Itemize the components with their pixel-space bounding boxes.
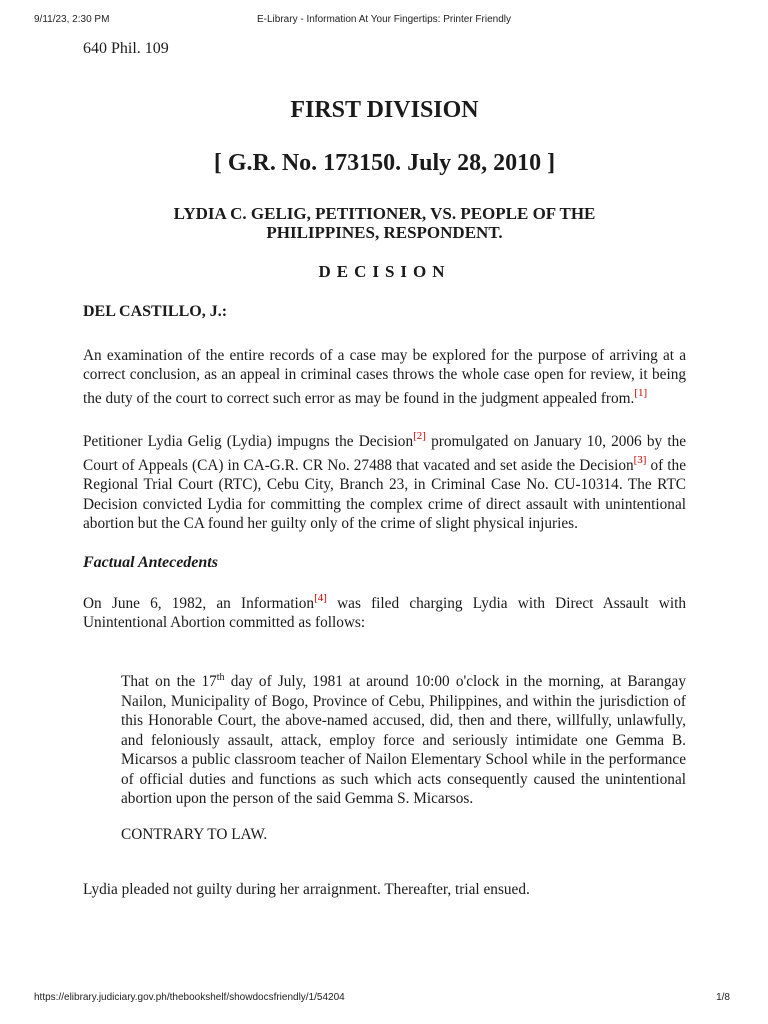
- paragraph-3: [83, 590, 686, 633]
- paragraph-2-part-1: Petitioner Lydia Gelig (Lydia) impugns the Decision: [83, 433, 414, 451]
- paragraph-1-text: An examination of the entire records of a case may be explored for the purpose of arriving at a correct conclusion, as an appeal in criminal cases throws the whole case open for review, it being the duty of the court to correct such error as may be found in the judgment appealed from.: [83, 347, 686, 407]
- paragraph-1: [83, 346, 686, 408]
- print-page-number: 1/8: [716, 992, 730, 1003]
- print-url: https://elibrary.judiciary.gov.ph/thebookshelf/showdocsfriendly/1/54204: [34, 992, 345, 1003]
- decision-title: DECISION: [318, 262, 451, 281]
- quote-part-1: That on the 17: [121, 673, 217, 691]
- parties-line-2: PHILIPPINES, RESPONDENT.: [266, 223, 503, 242]
- ponente: DEL CASTILLO, J.:: [83, 303, 228, 320]
- paragraph-3-part-1: On June 6, 1982, an Information: [83, 594, 315, 612]
- paragraph-2-part-3: of the Regional Trial Court (RTC), Cebu City, Branch 23, in Criminal Case No. CU-10314. The RTC Decision convicted Lydia for committing the complex crime of direct assault with unintentional abortion but the CA found her guilty only of the crime of slight physical injuries.: [83, 456, 686, 533]
- information-quote: [121, 668, 686, 844]
- print-datetime: 9/11/23, 2:30 PM: [34, 14, 110, 25]
- citation: 640 Phil. 109: [83, 40, 169, 57]
- case-parties: [83, 204, 686, 242]
- heading-factual-antecedents: Factual Antecedents: [83, 553, 218, 571]
- quote-part-2: day of July, 1981 at around 10:00 o'clock in the morning, at Barangay Nailon, Municipality of Bogo, Province of Cebu, Philippines, and within the jurisdiction of this Honorable Court, the above-named accused, did, then and there, willfully, unlawfully, and feloniously assault, attack, employ force and seriously intimidate one Gemma B. Micarsos a public classroom teacher of Nailon Elementary School while in the performance of official duties and functions as such which acts consequently caused the unintentional abortion upon the person of the said Gemma S. Micarsos.: [121, 673, 686, 807]
- footnote-link-1[interactable]: [1]: [634, 386, 648, 399]
- case-number: [ G.R. No. 173150. July 28, 2010 ]: [213, 150, 556, 176]
- parties-line-1: LYDIA C. GELIG, PETITIONER, VS. PEOPLE OF THE: [173, 204, 596, 223]
- footnote-link-4[interactable]: [4]: [314, 591, 327, 604]
- paragraph-2-part-2: promulgated on January 10, 2006 by the Court of Appeals (CA) in CA-G.R. CR No. 27488 that vacated and set aside the Decision: [83, 433, 687, 474]
- document-body: [83, 40, 686, 900]
- paragraph-2: [83, 428, 686, 533]
- quote-superscript: th: [216, 672, 225, 684]
- footnote-link-3[interactable]: [3]: [633, 453, 647, 466]
- quote-closing: CONTRARY TO LAW.: [121, 826, 268, 844]
- quote-text: [121, 668, 686, 808]
- paragraph-4: Lydia pleaded not guilty during her arraignment. Thereafter, trial ensued.: [83, 881, 530, 899]
- division-title: FIRST DIVISION: [290, 97, 479, 123]
- print-page-title: E-Library - Information At Your Fingertips: Printer Friendly: [257, 14, 511, 25]
- paragraph-3-part-2: was filed charging Lydia with Direct Assault with Unintentional Abortion committed as follows:: [83, 594, 687, 632]
- footnote-link-2[interactable]: [2]: [413, 430, 426, 443]
